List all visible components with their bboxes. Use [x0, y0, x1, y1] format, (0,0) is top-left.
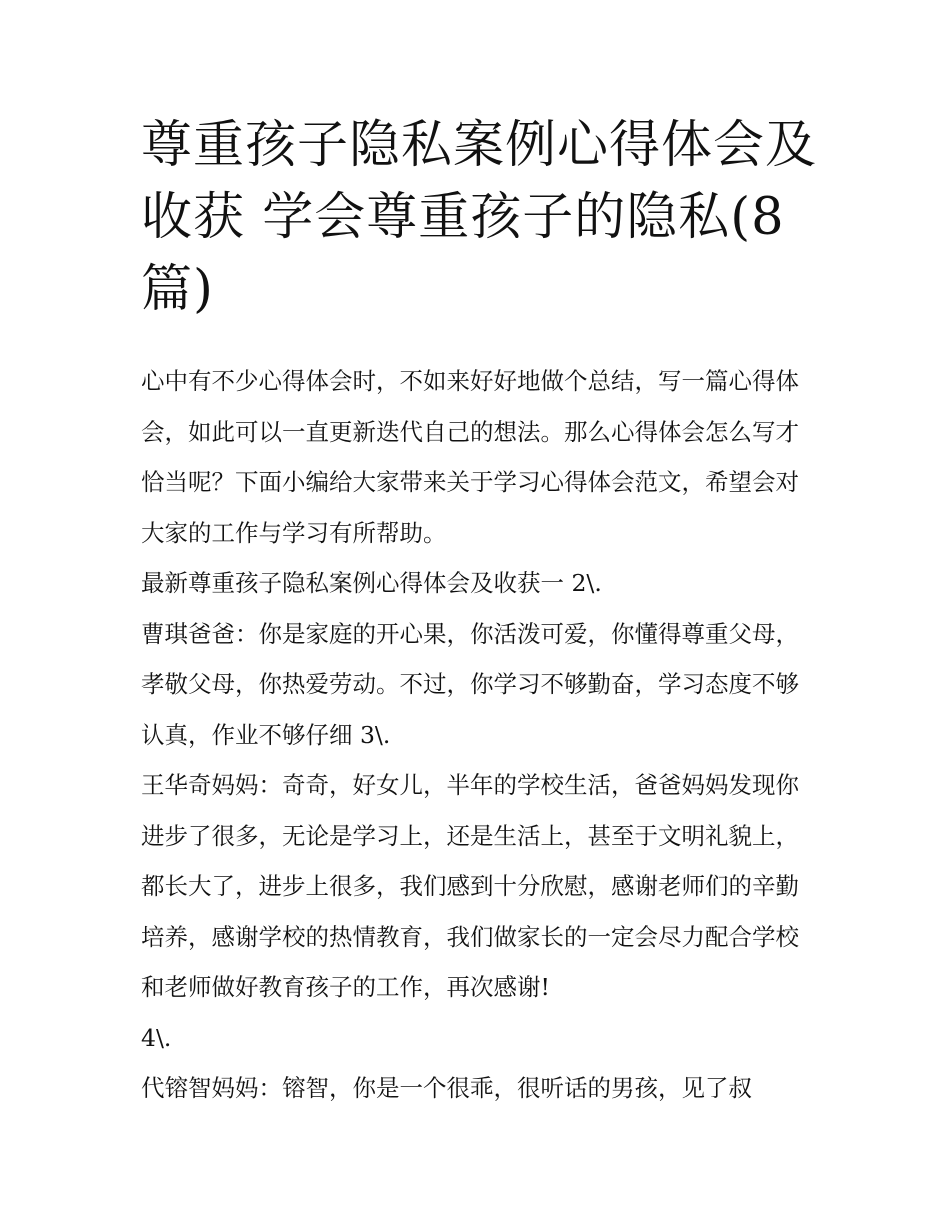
- document-body: [141, 356, 821, 1114]
- document-title: 尊重孩子隐私案例心得体会及收获 学会尊重孩子的隐私(8篇): [141, 116, 818, 319]
- paragraph-dairongzhi-mother: 代镕智妈妈：镕智，你是一个很乖，很听话的男孩，见了叔: [141, 1074, 752, 1102]
- paragraph-section-heading: 最新尊重孩子隐私案例心得体会及收获一 2\.: [141, 569, 602, 597]
- paragraph-caoqi-father: 曹琪爸爸：你是家庭的开心果，你活泼可爱，你懂得尊重父母，孝敬父母，你热爱劳动。不过，你学习不够勤奋，学习态度不够认真，作业不够仔细 3\.: [141, 619, 799, 749]
- paragraph-number-4: 4\.: [141, 1023, 172, 1052]
- paragraph-wanghuaqi-mother: 王华奇妈妈：奇奇，好女儿，半年的学校生活，爸爸妈妈发现你进步了很多，无论是学习上，还是生活上，甚至于文明礼貌上，都长大了，进步上很多，我们感到十分欣慰，感谢老师们的辛勤培养，感谢学校的热情教育，我们做家长的一定会尽力配合学校和老师做好教育孩子的工作，再次感谢!: [141, 771, 799, 1001]
- paragraph-intro: 心中有不少心得体会时，不如来好好地做个总结，写一篇心得体会，如此可以一直更新迭代自己的想法。那么心得体会怎么写才恰当呢？下面小编给大家带来关于学习心得体会范文，希望会对大家的工作与学习有所帮助。: [141, 367, 799, 547]
